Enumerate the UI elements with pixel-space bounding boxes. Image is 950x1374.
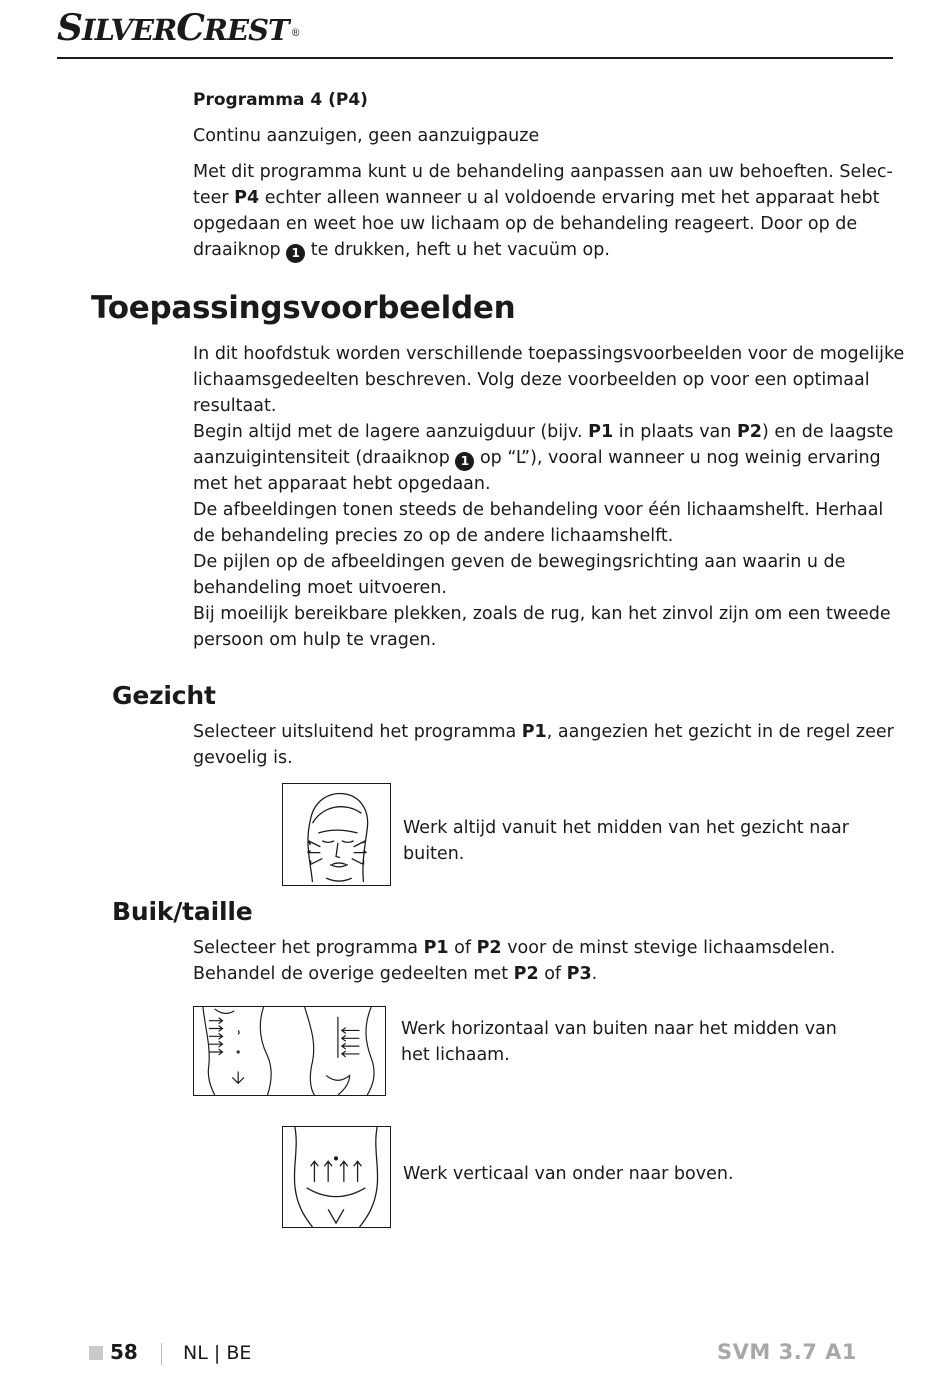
knob-number-badge: 1 — [455, 452, 474, 471]
program4-subtitle: Continu aanzuigen, geen aanzuigpauze — [193, 126, 540, 146]
footer-separator — [161, 1343, 162, 1365]
face-body: Selecteer uitsluitend het programma P1, aangezien het gezicht in de regel zeer gevoelig is. — [193, 722, 894, 768]
waist-caption: Werk horizontaal van buiten naar het midden van het lichaam. — [401, 1019, 837, 1065]
footer-square-marker — [89, 1346, 103, 1360]
page-number: 58 — [110, 1340, 138, 1364]
belly-caption: Werk verticaal van onder naar boven. — [403, 1164, 734, 1184]
knob-number-badge: 1 — [286, 244, 305, 263]
face-caption: Werk altijd vanuit het midden van het gezicht naar buiten. — [403, 818, 849, 864]
section-heading-examples: Toepassingsvoorbeelden — [91, 290, 516, 326]
section-heading-face: Gezicht — [112, 681, 216, 710]
examples-body: In dit hoofdstuk worden verschillende toepassingsvoorbeelden voor de mogelijke lichaamsgedeelten beschreven. Volg deze voorbeelden op voor een optimaal resultaat. Begin altijd met de lagere aanzuigduur (bijv. P1 in plaats van P2) en de laagste aanzuigintensiteit (draaiknop 1 op “L”), vooral wanneer u nog weinig ervaring met het apparaat hebt opgedaan. De afbeeldingen tonen steeds de behandeling voor één lichaamshelft. Herhaal de behandeling precies zo op de andere lichaamshelft. De pijlen op de afbeeldingen geven de bewegingsrichting aan waarin u de behandeling moet uitvoeren. Bij moeilijk bereikbare plekken, zoals de rug, kan het zinvol zijn om een tweede persoon om hulp te vragen. — [193, 344, 905, 650]
section-heading-belly: Buik/taille — [112, 897, 253, 926]
header-divider — [57, 57, 893, 59]
waist-illustration — [193, 1006, 386, 1096]
program4-body: Met dit programma kunt u de behandeling aanpassen aan uw behoeften. Selec- teer P4 echter alleen wanneer u al voldoende ervaring met het apparaat hebt opgedaan en weet hoe uw lichaam op de behandeling reageert. Door op de draaiknop 1 te drukken, heft u het vacuüm op. — [193, 159, 893, 263]
belly-illustration — [282, 1126, 391, 1228]
belly-body: Selecteer het programma P1 of P2 voor de minst stevige lichaamsdelen. Behandel de overige gedeelten met P2 of P3. — [193, 938, 836, 984]
program4-heading: Programma 4 (P4) — [193, 90, 368, 110]
footer-language: NL | BE — [183, 1342, 252, 1364]
model-number: SVM 3.7 A1 — [717, 1340, 857, 1364]
face-illustration — [282, 783, 391, 886]
brand-logo: SILVERCREST ® — [57, 7, 300, 49]
